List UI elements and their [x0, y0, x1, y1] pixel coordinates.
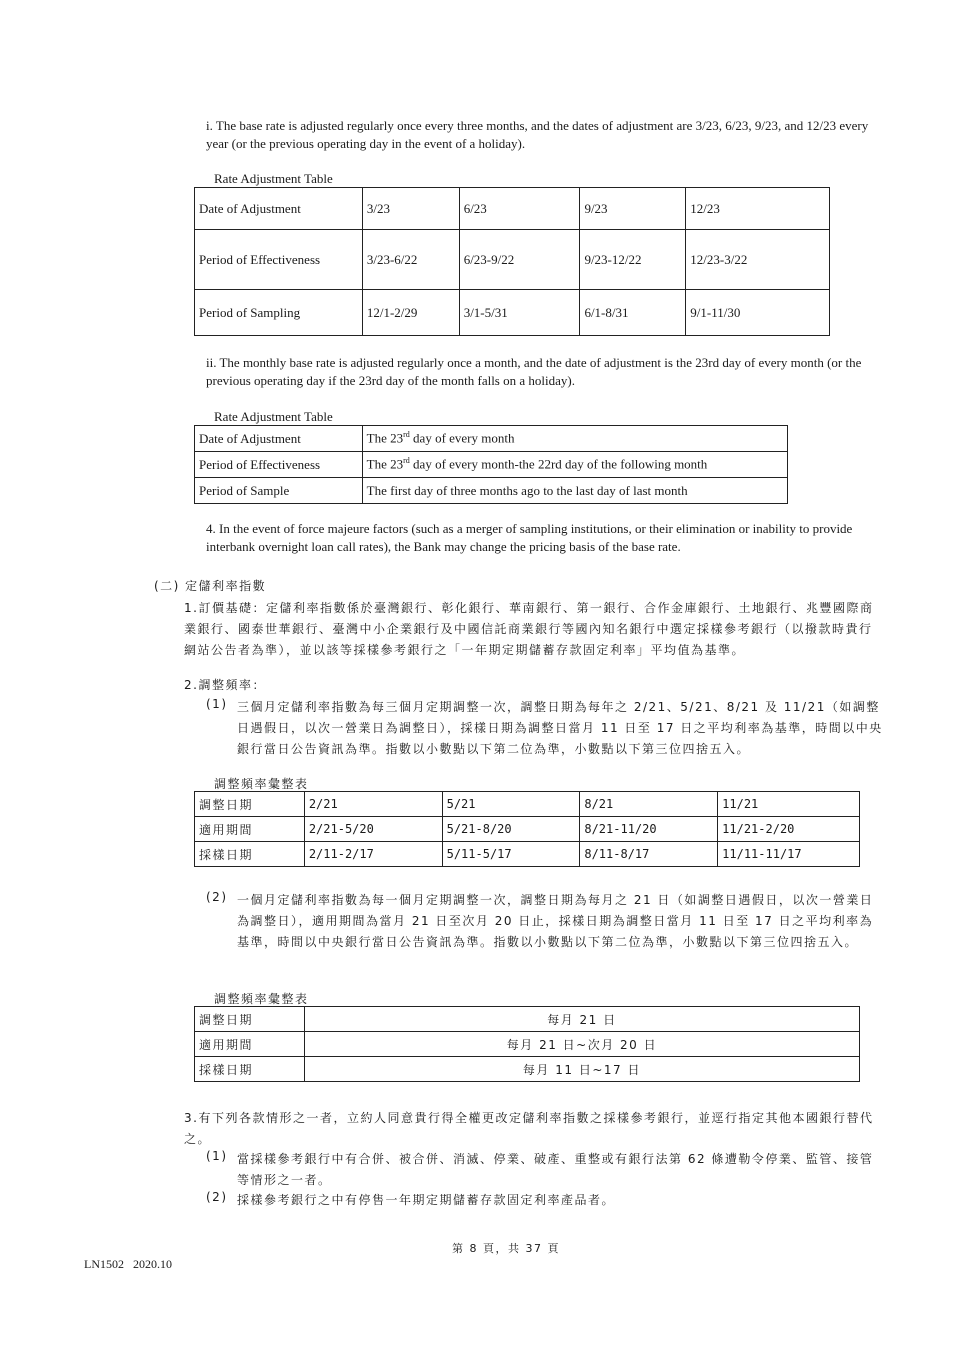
adjustment-summary-table-1m [194, 1006, 860, 1082]
table-cell: 採樣日期 [195, 1057, 305, 1082]
table-cell: 3/23 [362, 188, 459, 230]
superscript: rd [403, 430, 410, 440]
item-number: (1) [206, 697, 228, 711]
section-heading: (二) 定儲利率指數 [154, 579, 267, 593]
table-cell: 8/21-11/20 [580, 817, 718, 842]
replacement-clause-paragraph: 3.有下列各款情形之一者，立約人同意貴行得全權更改定儲利率指數之採樣參考銀行，並逕行指定其他本國銀行替代之。 [184, 1111, 874, 1146]
table3-caption: 調整頻率彙整表 [214, 777, 309, 791]
table4-caption: 調整頻率彙整表 [214, 992, 309, 1006]
table-cell: 6/23-9/22 [459, 230, 580, 290]
cell-text: day of every month-the 22rd day of the following month [409, 456, 708, 472]
document-code: LN1502 2020.10 [84, 1257, 172, 1271]
table-cell: 12/23-3/22 [686, 230, 830, 290]
table-cell: 2/11-2/17 [304, 842, 442, 867]
table-cell: 11/21 [718, 792, 860, 817]
table1-caption: Rate Adjustment Table [214, 171, 333, 186]
adjustment-summary-table-3m [194, 791, 860, 867]
table-cell [362, 452, 787, 478]
table-cell: 11/21-2/20 [718, 817, 860, 842]
table-cell: 6/1-8/31 [580, 290, 686, 336]
table-cell: 每月 11 日~17 日 [304, 1057, 859, 1082]
table-cell: 每月 21 日 [304, 1007, 859, 1032]
table-cell: 每月 21 日~次月 20 日 [304, 1032, 859, 1057]
table-cell: 2/21-5/20 [304, 817, 442, 842]
page-number: 第 8 頁，共 37 頁 [452, 1242, 560, 1255]
table-cell: 適用期間 [195, 817, 305, 842]
table-cell: 調整日期 [195, 792, 305, 817]
table-row [195, 452, 788, 478]
table-cell: 9/1-11/30 [686, 290, 830, 336]
table-cell: 12/23 [686, 188, 830, 230]
item-i-text: i. The base rate is adjusted regularly once every three months, and the dates of adjustment are 3/23, 6/23, 9/23, and 12/23 every year (or the previous operating day in the event of a holiday). [206, 118, 869, 151]
table-cell: 5/11-5/17 [442, 842, 580, 867]
item-number: (2) [206, 1190, 228, 1204]
table-cell: 2/21 [304, 792, 442, 817]
table-row [195, 817, 860, 842]
superscript: rd [403, 456, 410, 466]
table-cell [362, 426, 787, 452]
table-cell: Period of Effectiveness [195, 230, 363, 290]
item-number: (1) [206, 1149, 228, 1163]
rate-adjustment-table-quarterly [194, 187, 830, 336]
cell-text: The 23 [366, 456, 404, 472]
item-ii-text: ii. The monthly base rate is adjusted regularly once a month, and the date of adjustment is the 23rd day of every month (or the previous operating day if the 23rd day of the month falls on a holiday). [206, 355, 862, 388]
cell-text: The 23 [366, 430, 404, 446]
clause-item-1: 當採樣參考銀行中有合併、被合併、消滅、停業、破產、重整或有銀行法第 62 條遭勒令停業、監管、接管等情形之一者。 [237, 1152, 874, 1187]
table-row [195, 230, 830, 290]
pricing-basis-paragraph: 1.訂價基礎：定儲利率指數係於臺灣銀行、彰化銀行、華南銀行、第一銀行、合作金庫銀行、土地銀行、兆豐國際商業銀行、國泰世華銀行、臺灣中小企業銀行及中國信託商業銀行等國內知名銀行中選定採樣參考銀行（以撥款時貴行網站公告者為準），並以該等採樣參考銀行之「一年期定期儲蓄存款固定利率」平均值為基準。 [184, 601, 874, 657]
one-month-index-paragraph: 一個月定儲利率指數為每一個月定期調整一次，調整日期為每月之 21 日（如調整日遇假日，以次一營業日為調整日），適用期間為當月 21 日至次月 20 日止，採樣日期為調整日當月 11 日至 17 日之平均利率為基準，時間以中央銀行當日公告資訊為準。指數以小數點以下第二位為準，小數點以下第三位四捨五入。 [237, 893, 874, 949]
table-cell: 5/21 [442, 792, 580, 817]
table-row [195, 290, 830, 336]
table-cell: 調整日期 [195, 1007, 305, 1032]
table-cell: 3/1-5/31 [459, 290, 580, 336]
table-row [195, 1057, 860, 1082]
table-row [195, 426, 788, 452]
table-row [195, 1007, 860, 1032]
table-cell: 9/23-12/22 [580, 230, 686, 290]
table-cell: Date of Adjustment [195, 188, 363, 230]
table-cell: Period of Effectiveness [195, 452, 363, 478]
adjustment-frequency-heading: 2.調整頻率： [184, 678, 266, 692]
table-cell: 8/21 [580, 792, 718, 817]
table-cell: 6/23 [459, 188, 580, 230]
three-month-index-paragraph: 三個月定儲利率指數為每三個月定期調整一次，調整日期為每年之 2/21、5/21、8/21 及 11/21（如調整日遇假日，以次一營業日為調整日），採樣日期為調整日當月 11 日至 17 日之平均利率為基準，時間以中央銀行當日公告資訊為準。指數以小數點以下第二位為準，小數點以下第三位四捨五入。 [237, 700, 883, 756]
table-cell: The first day of three months ago to the last day of last month [362, 478, 787, 504]
table-cell: 5/21-8/20 [442, 817, 580, 842]
table-cell: 8/11-8/17 [580, 842, 718, 867]
table2-caption: Rate Adjustment Table [214, 409, 333, 424]
table-row [195, 1032, 860, 1057]
table-row [195, 188, 830, 230]
rate-adjustment-table-monthly [194, 425, 788, 504]
table-cell: 3/23-6/22 [362, 230, 459, 290]
clause-item-2: 採樣參考銀行之中有停售一年期定期儲蓄存款固定利率產品者。 [237, 1193, 616, 1207]
table-row [195, 792, 860, 817]
cell-text: day of every month [409, 430, 515, 446]
table-cell: 採樣日期 [195, 842, 305, 867]
table-cell: 11/11-11/17 [718, 842, 860, 867]
table-row [195, 842, 860, 867]
table-cell: Date of Adjustment [195, 426, 363, 452]
table-cell: 適用期間 [195, 1032, 305, 1057]
table-cell: 9/23 [580, 188, 686, 230]
table-cell: Period of Sample [195, 478, 363, 504]
item-4-text: 4. In the event of force majeure factors (such as a merger of sampling institutions, or their elimination or inability to provide interbank overnight loan call rates), the Bank may change the pricing basis of the base rate. [206, 521, 853, 554]
item-number: (2) [206, 890, 228, 904]
table-row [195, 478, 788, 504]
table-cell: Period of Sampling [195, 290, 363, 336]
table-cell: 12/1-2/29 [362, 290, 459, 336]
